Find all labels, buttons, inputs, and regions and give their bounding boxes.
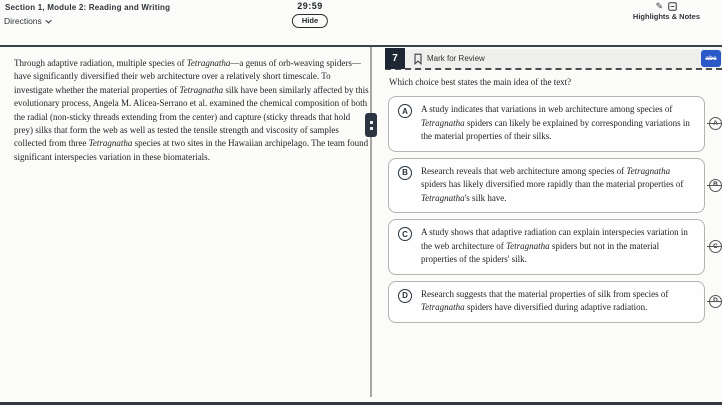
answer-eliminator-label: abc (705, 55, 717, 62)
choice-letter: C (398, 227, 412, 241)
choice-row (388, 96, 722, 152)
directions-label: Directions (4, 16, 42, 26)
hide-timer-button[interactable]: Hide (292, 14, 328, 28)
choice-row (388, 158, 722, 214)
answer-choice[interactable] (388, 219, 705, 275)
choice-letter: A (398, 104, 412, 118)
answer-choice[interactable] (388, 96, 705, 152)
mark-for-review-button[interactable] (413, 53, 485, 65)
strike-choice-button[interactable] (709, 117, 722, 130)
strike-choice-button[interactable] (709, 295, 722, 308)
strike-choice-button[interactable] (709, 240, 722, 253)
passage-panel (0, 47, 371, 397)
strike-choice-letter: D (713, 297, 718, 305)
choice-row (388, 281, 722, 323)
strike-choice-button[interactable] (709, 179, 722, 192)
answer-choice[interactable] (388, 281, 705, 323)
bookmark-icon (413, 53, 423, 65)
strike-choice-letter: B (713, 181, 718, 188)
passage-text: Through adaptive radiation, multiple species of Tetragnatha—a genus of orb-weaving spiders—have significantly diversified their web architecture over a relatively short timescale. To investigate whether the material properties of Tetragnatha silk have been similarly affected by this evolutionary process, Angela M. Alicea-Serrano et al. examined the chemical composition of both the radial (non-sticky threads extending from the center) and capture (sticky threads that hold prey) silks that form the web as well as tested the tensile strength and viscosity of samples collected from three Tetragnatha species at two sites in the Hawaiian archipelago. The team found significant interspecies variation in these biomaterials. (14, 58, 369, 162)
answer-choice[interactable] (388, 158, 705, 214)
choice-text: A study shows that adaptive radiation can explain interspecies variation in the web architecture of Tetragnatha spiders but not in the material properties of the spiders' silk. (421, 227, 688, 264)
question-header (385, 49, 722, 70)
answer-eliminator-toggle-button[interactable] (701, 50, 721, 67)
timer: 29:59 (297, 1, 323, 11)
highlights-notes-button[interactable] (633, 2, 700, 21)
choices-list (388, 96, 722, 323)
mark-for-review-label: Mark for Review (427, 54, 485, 63)
app-header (0, 0, 722, 45)
directions-button[interactable] (4, 16, 52, 26)
choice-text: Research reveals that web architecture among species of Tetragnatha spiders has likely diversified more rapidly than the material properties of Tetragnatha's silk have. (421, 165, 684, 203)
choice-letter: B (398, 166, 412, 180)
choice-text: Research suggests that the material properties of silk from species of Tetragnatha spiders have diversified during adaptive radiation. (421, 288, 669, 312)
strike-choice-letter: A (713, 119, 718, 127)
chevron-down-icon (45, 19, 52, 24)
notes-icon (668, 2, 677, 11)
choice-text: A study indicates that variations in web architecture among species of Tetragnatha spiders can likely be explained by corresponding variations in the material properties of their silks. (421, 104, 690, 141)
section-title: Section 1, Module 2: Reading and Writing (5, 3, 171, 12)
question-prompt: Which choice best states the main idea of the text? (389, 77, 572, 87)
highlighter-icon: ✎ (655, 1, 664, 11)
question-panel (372, 47, 722, 397)
question-number: 7 (385, 48, 405, 69)
bottom-border (0, 402, 722, 405)
strike-choice-letter: C (713, 242, 718, 250)
highlights-notes-label: Highlights & Notes (632, 12, 700, 21)
choice-row (388, 219, 722, 275)
choice-letter: D (398, 289, 412, 303)
